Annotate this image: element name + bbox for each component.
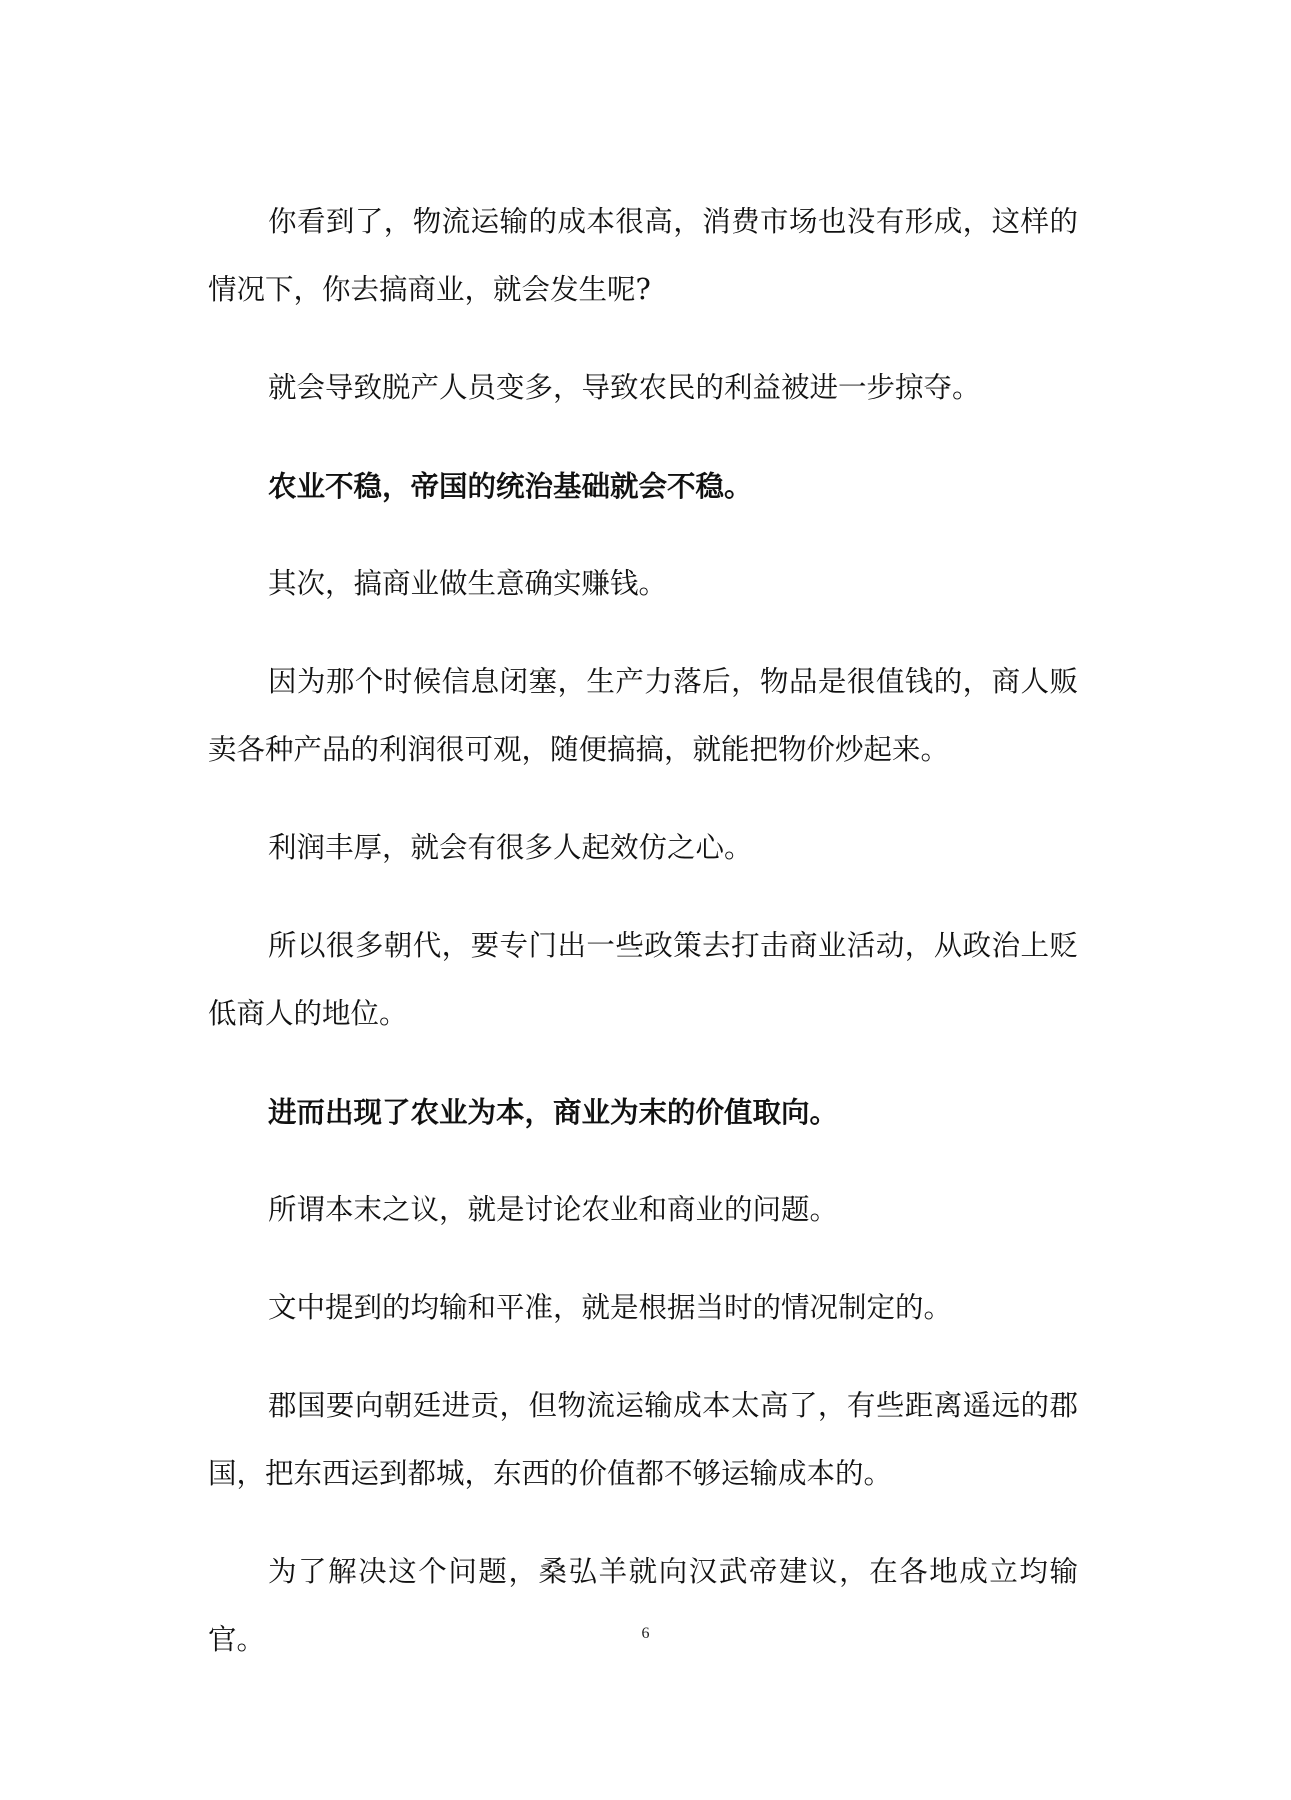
paragraph-11: 郡国要向朝廷进贡，但物流运输成本太高了，有些距离遥远的郡国，把东西运到都城，东西的价值都不够运输成本的。 xyxy=(208,1389,1078,1490)
paragraph-9: 所谓本末之议，就是讨论农业和商业的问题。 xyxy=(268,1193,839,1226)
paragraph-8-bold: 进而出现了农业为本，商业为末的价值取向。 xyxy=(268,1095,839,1129)
page-number: 6 xyxy=(641,1625,650,1642)
paragraph-10: 文中提到的均输和平准，就是根据当时的情况制定的。 xyxy=(268,1291,953,1324)
paragraph-6: 利润丰厚，就会有很多人起效仿之心。 xyxy=(268,831,753,864)
paragraph-3-bold: 农业不稳，帝国的统治基础就会不稳。 xyxy=(268,469,753,503)
paragraph-5: 因为那个时候信息闭塞，生产力落后，物品是很值钱的，商人贩卖各种产品的利润很可观，随便搞搞，就能把物价炒起来。 xyxy=(208,665,1078,766)
paragraph-1: 你看到了，物流运输的成本很高，消费市场也没有形成，这样的情况下，你去搞商业，就会发生呢? xyxy=(208,205,1078,306)
paragraph-2: 就会导致脱产人员变多，导致农民的利益被进一步掠夺。 xyxy=(268,371,981,404)
document-body xyxy=(208,188,1078,1704)
paragraph-4: 其次，搞商业做生意确实赚钱。 xyxy=(268,567,668,600)
paragraph-7: 所以很多朝代，要专门出一些政策去打击商业活动，从政治上贬低商人的地位。 xyxy=(208,929,1078,1030)
paragraph-12: 为了解决这个问题，桑弘羊就向汉武帝建议，在各地成立均输官。 xyxy=(208,1555,1078,1656)
